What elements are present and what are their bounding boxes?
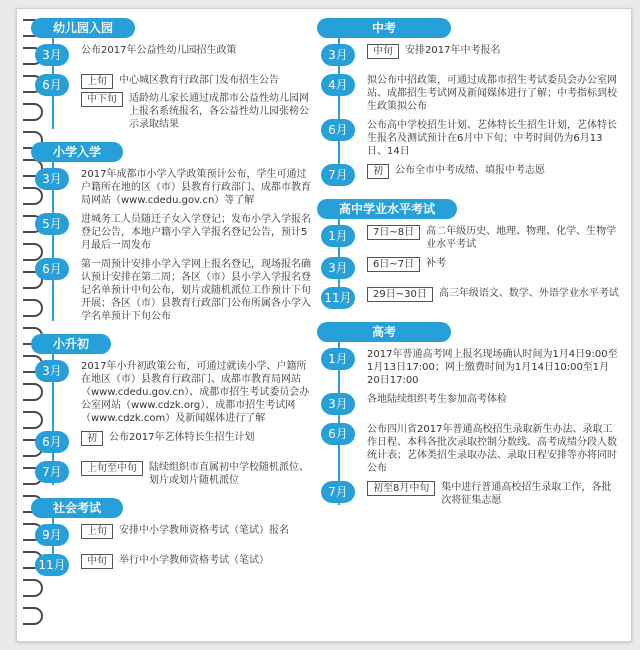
entry-item [367,164,621,179]
date-tag: 初至8月中旬 [367,481,435,496]
timeline-entry [31,74,311,131]
section-header: 高考 [317,322,451,342]
month-badge: 1月 [321,348,355,370]
timeline-section [317,321,621,507]
entry-item [367,74,621,113]
entry-item [81,360,311,425]
entry-text: 集中进行普通高校招生录取工作，各批次将征集志愿 [441,482,612,506]
month-badge: 1月 [321,225,355,247]
date-tag: 中下旬 [81,92,123,107]
entry-item [81,74,311,89]
entry-body [367,348,621,387]
month-badge: 3月 [35,360,69,382]
timeline-section [31,497,311,578]
entry-text: 高二年级历史、地理、物理、化学、生物学业水平考试 [426,226,617,250]
entry-body [367,164,621,179]
timeline-entry [317,257,621,281]
entry-item [367,393,621,406]
entry-item [81,524,311,539]
timeline-entry [31,213,311,252]
timeline-section [317,17,621,188]
entry-item [81,258,311,323]
entry-body [367,287,621,302]
section-header: 高中学业水平考试 [317,199,457,219]
entry-item [367,225,621,251]
date-tag: 初 [81,431,103,446]
date-tag: 6日~7日 [367,257,420,272]
timeline-entry [317,44,621,68]
section-header: 小学入学 [31,142,123,162]
entry-body [81,213,311,252]
timeline-entry [317,225,621,251]
entry-text: 公布2017年公益性幼儿园招生政策 [81,45,237,56]
entry-item [81,213,311,252]
timeline-entry [317,74,621,113]
section-header: 中考 [317,18,451,38]
entry-body [81,44,311,57]
timeline-entry [31,258,311,323]
entry-text: 公布全市中考成绩、填报中考志愿 [395,165,545,176]
section-header: 社会考试 [31,498,123,518]
entry-text: 安排中小学教师资格考试（笔试）报名 [119,525,289,536]
section-header: 幼儿园入园 [31,18,135,38]
entry-text: 2017年小升初政策公布，可通过就读小学、户籍所在地区（市）县教育行政部门、成都市教育局网站（www.cdedu.gov.cn）、成都市招生考试委员会办公室网站（www.cdzk.org）、成都市招生考试网（www.cdzk.com）及新闻媒体进行了解 [81,361,310,424]
month-badge: 7月 [35,461,69,483]
month-badge: 3月 [321,44,355,66]
timeline-entry [31,360,311,425]
section-header: 小升初 [31,334,111,354]
timeline-section [31,141,311,323]
entry-text: 中心城区教育行政部门发布招生公告 [119,75,279,86]
entry-item [81,92,311,131]
entry-body [367,44,621,59]
month-badge: 9月 [35,524,69,546]
date-tag: 初 [367,164,389,179]
entry-text: 举行中小学教师资格考试（笔试） [119,555,269,566]
entry-text: 公布四川省2017年普通高校招生录取新生办法、录取工作日程、本科各批次录取控制分数线、高考成绩分段人数统计表；艺体类招生录取办法、录取日程安排等亦将同时公布 [367,424,617,474]
timeline-section [317,198,621,311]
entry-text: 第一周预计安排小学入学网上报名登记，现场报名确认预计安排在第二周；各区（市）县小学入学报名登记名单预计中旬公布，划片或随机派位工作预计下旬开展；各区（市）县教育行政部门公布所属各小学入学名单预计下旬公布 [81,259,311,322]
entry-item [367,481,621,507]
timeline-entry [317,287,621,311]
month-badge: 4月 [321,74,355,96]
entry-item [81,554,311,569]
entry-item [81,44,311,57]
entry-body [367,393,621,406]
month-badge: 5月 [35,213,69,235]
date-tag: 7日~8日 [367,225,420,240]
entry-body [81,554,311,569]
entry-body [367,423,621,475]
entry-item [367,423,621,475]
month-badge: 3月 [321,257,355,279]
month-badge: 11月 [321,287,355,309]
date-tag: 中旬 [367,44,399,59]
entry-text: 各地陆续组织考生参加高考体检 [367,394,507,405]
timeline-entry [317,348,621,387]
entry-body [367,225,621,251]
entry-text: 公布高中学校招生计划、艺体特长生招生计划，艺体特长生报名及测试预计在6月中下旬；中考时间仍为6月13日、14日 [367,120,617,157]
timeline-section [31,17,311,131]
entry-item [367,44,621,59]
entry-text: 2017年成都市小学入学政策预计公布，学生可通过户籍所在地的区（市）县教育行政部门、成都市教育局网站（www.cdedu.gov.cn）等了解 [81,169,311,206]
right-column [317,17,621,517]
entry-text: 安排2017年中考报名 [405,45,501,56]
date-tag: 中旬 [81,554,113,569]
entry-body [367,119,621,158]
month-badge: 3月 [35,168,69,190]
month-badge: 6月 [35,431,69,453]
entry-item [81,431,311,446]
timeline-entry [31,168,311,207]
entry-body [81,74,311,131]
entry-body [81,168,311,207]
month-badge: 6月 [321,119,355,141]
entry-text: 拟公布中招政策，可通过成都市招生考试委员会办公室网站、成都招生考试网及新闻媒体进行了解；中考指标到校生政策拟公布 [367,75,617,112]
timeline-entry [31,431,311,455]
timeline-section [31,333,311,487]
entry-body [81,524,311,539]
date-tag: 上旬 [81,74,113,89]
timeline-entry [317,393,621,417]
timeline-entry [31,554,311,578]
month-badge: 6月 [321,423,355,445]
month-badge: 7月 [321,164,355,186]
entry-body [81,360,311,425]
entry-item [367,257,621,272]
month-badge: 7月 [321,481,355,503]
timeline-entry [31,524,311,548]
entry-text: 补考 [426,258,447,269]
month-badge: 6月 [35,74,69,96]
entry-text: 进城务工人员随迁子女入学登记；发布小学入学报名登记公告，本地户籍小学入学报名登记公告，预计5月最后一周发布 [81,214,311,251]
entry-body [367,481,621,507]
timeline-entry [317,164,621,188]
entry-text: 2017年普通高考网上报名现场确认时间为1月4日9:00至1月13日17:00；网上缴费时间为1月14日10:00至1月20日17:00 [367,349,618,386]
date-tag: 上旬至中旬 [81,461,143,476]
left-column [31,17,311,588]
notebook-page [16,8,632,642]
entry-text: 高三年级语文、数学、外语学业水平考试 [438,288,619,299]
entry-item [367,287,621,302]
entry-item [81,461,311,487]
entry-item [367,119,621,158]
entry-body [367,257,621,272]
month-badge: 6月 [35,258,69,280]
entry-text: 陆续组织市直属初中学校随机派位、划片或划片随机派位 [149,462,309,486]
month-badge: 3月 [321,393,355,415]
timeline-entry [31,44,311,68]
entry-item [81,168,311,207]
entry-body [367,74,621,113]
entry-body [81,431,311,446]
date-tag: 上旬 [81,524,113,539]
entry-text: 适龄幼儿家长通过成都市公益性幼儿园网上报名系统报名，各公益性幼儿园张榜公示录取结果 [129,93,309,130]
date-tag: 29日~30日 [367,287,433,302]
timeline-entry [31,461,311,487]
entry-body [81,461,311,487]
month-badge: 11月 [35,554,69,576]
spiral-ring-icon [23,607,43,625]
entry-text: 公布2017年艺体特长生招生计划 [109,432,255,443]
timeline-entry [317,119,621,158]
timeline-entry [317,481,621,507]
month-badge: 3月 [35,44,69,66]
entry-item [367,348,621,387]
timeline-entry [317,423,621,475]
entry-body [81,258,311,323]
